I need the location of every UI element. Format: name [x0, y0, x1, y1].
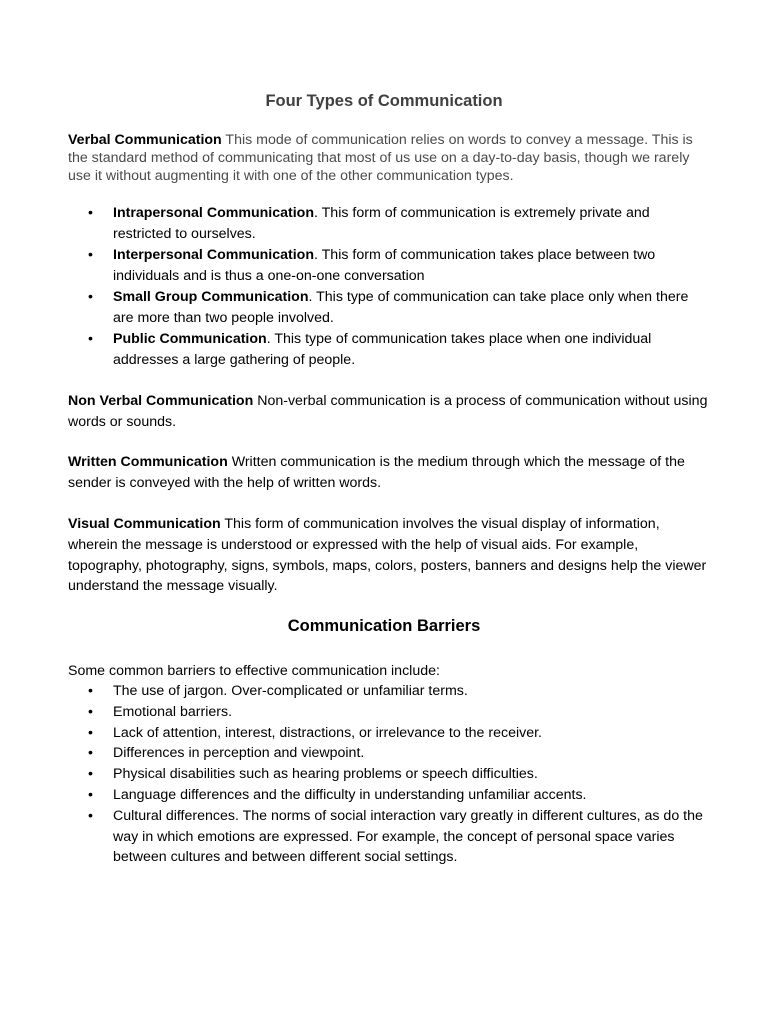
nonverbal-communication-heading: Non Verbal Communication [68, 393, 254, 409]
verbal-types-list [68, 203, 708, 371]
list-item: • Differences in perception and viewpoint. [68, 743, 708, 764]
verbal-communication-heading: Verbal Communication [68, 132, 222, 148]
written-communication-paragraph [68, 452, 708, 494]
list-item [68, 329, 708, 371]
list-item: • Physical disabilities such as hearing problems or speech difficulties. [68, 764, 708, 785]
written-communication-text: Written communication is the medium through which the message of the sender is conveyed with the help of written words. [68, 454, 685, 491]
list-item [68, 245, 708, 287]
verbal-communication-text: This mode of communication relies on words to convey a message. This is the standard method of communicating that most of us use on a day-to-day basis, though we rarely use it without augmenting it with one of the other communication types. [68, 132, 693, 184]
list-item: • Language differences and the difficulty in understanding unfamiliar accents. [68, 785, 708, 806]
list-item-text: . This type of communication can take place only when there are more than two people involved. [113, 289, 689, 326]
list-item-term: Interpersonal Communication [113, 247, 315, 264]
list-item-term: Public Communication [113, 331, 267, 348]
list-item: • Lack of attention, interest, distractions, or irrelevance to the receiver. [68, 723, 708, 744]
barriers-list [68, 681, 708, 868]
nonverbal-communication-text: Non-verbal communication is a process of communication without using words or sounds. [68, 393, 708, 430]
list-item-text: . This form of communication takes place between two individuals and is thus a one-on-one conversation [113, 247, 656, 284]
list-item-term: Intrapersonal Communication [113, 205, 315, 221]
nonverbal-communication-paragraph [68, 391, 708, 433]
list-item: • Cultural differences. The norms of social interaction vary greatly in different cultures, as do the way in which emotions are expressed. For example, the concept of personal space varies between cultures and between different social settings. [68, 806, 708, 868]
list-item [68, 287, 708, 329]
list-item-term: Small Group Communication [113, 289, 309, 306]
list-item-text: . This form of communication is extremely private and restricted to ourselves. [113, 205, 650, 242]
list-item [68, 203, 708, 245]
visual-communication-paragraph [68, 514, 708, 597]
visual-communication-heading: Visual Communication [68, 516, 221, 532]
list-item: • The use of jargon. Over-complicated or unfamiliar terms. [68, 681, 708, 702]
visual-communication-text: This form of communication involves the visual display of information, wherein the message is understood or expressed with the help of visual aids. For example, topography, photography, signs, symbols, maps, colors, posters, banners and designs help the viewer understand the message visually. [68, 516, 707, 595]
list-item-text: . This type of communication takes place when one individual addresses a large gathering of people. [113, 331, 652, 369]
verbal-communication-paragraph [68, 131, 708, 185]
list-item: • Emotional barriers. [68, 702, 708, 723]
written-communication-heading: Written Communication [68, 454, 228, 470]
barriers-intro: Some common barriers to effective communication include: [68, 663, 440, 679]
page-title: Four Types of Communication [265, 92, 503, 110]
barriers-title: Communication Barriers [287, 617, 481, 635]
